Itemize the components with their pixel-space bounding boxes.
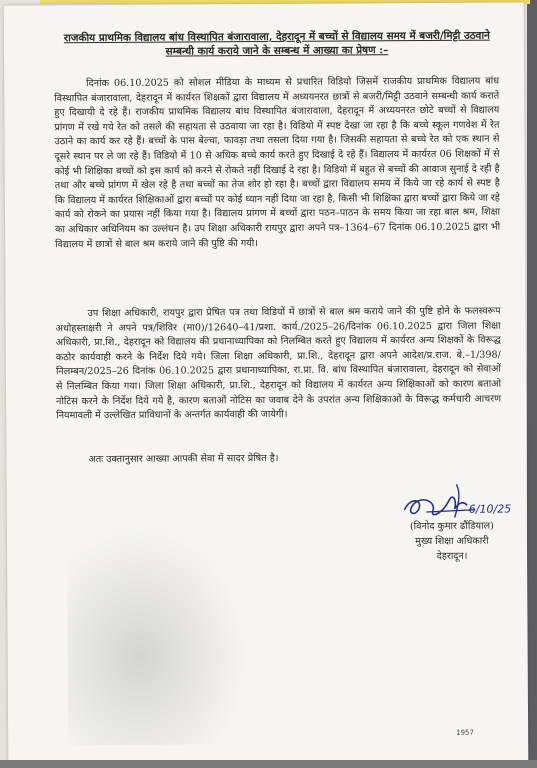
signatory-place: देहरादून। — [436, 550, 468, 562]
signatory-name: (विनोद कुमार ढौंडियाल) — [409, 520, 494, 533]
letter-subject: राजकीय प्राथमिक विद्यालय बांध विस्थापित बंजारावाला, देहरादून में बच्चों से विद्यालय समय में बजरी/मिट्टी उठवाने सम्बन्धी कार्य कराये जाने के सम्बन्ध में आख्या का प्रेषण :– — [63, 29, 490, 58]
signature-block — [382, 518, 522, 564]
scan-edge — [527, 0, 537, 768]
signature-date: 6/10/25 — [468, 502, 512, 516]
signatory-designation: मुख्य शिक्षा अधिकारी — [415, 535, 489, 548]
scan-shadow — [67, 524, 248, 745]
paragraph-incident: दिनांक 06.10.2025 को सोशल मीडिया के माध्यम से प्रचारित विडियो जिसमें राजकीय प्राथमिक विद्यालय बांध विस्थापित बंजारावाला, देहरादून में कार्यरत शिक्षकों द्वारा विद्यालय में अध्ययनरत छात्रों से बजरी/मिट्टी उठवाने सम्बन्धी कार्य कराते हुए दिखायी दे रहे हैं। राजकीय प्राथमिक विद्यालय बांध विस्थापित बंजारावाला, देहरादून में अध्ययनरत छोटे बच्चों से विद्यालय प्रांगण में रखे गये रेत को तसले की सहायता से उठवाया जा रहा है। विडियो में स्पष्ट देखा जा रहा है कि बच्चे स्कूल गणवेश में रेत उठाने का कार्य कर रहे हैं। बच्चों के पास बेल्चा, फावड़ा तथा तसला दिया गया है। जिसकी सहायता से बच्चे रेत को एक स्थान से दूसरे स्थान पर ले जा रहे हैं। विडियो में 10 से अधिक बच्चे कार्य करते हुए दिखाई दे रहे हैं। विद्यालय में कार्यरत 06 शिक्षकों में से कोई भी शिक्षिका बच्चों को इस कार्य को करने से रोकते नहीं दिखाई दे रहा है। विडियो में बहुत से बच्चों की आवाज सुनाई दे रही है तथा और बच्चे प्रांगण में खेल रहे है तथा बच्चों का तेज शोर हो रहा है। बच्चों द्वारा विद्यालय समय में किये जा रहे कार्य से स्पष्ट है कि विद्यालय में कार्यरत शिक्षिकाओं द्वारा बच्चों पर कोई ध्यान नहीं दिया जा रहा है, किसी भी शिक्षिका द्वारा बच्चों द्वारा किये जा रहे कार्य को रोकने का प्रयास नहीं किया गया है। विद्यालय प्रांगण में बच्चों द्वारा पठन–पाठन के समय किया जा रहा बाल श्रम, शिक्षा का अधिकार अधिनियम का उल्लंघन है। उप शिक्षा अधिकारी रायपुर द्वारा अपने पत्र–1364–67 दिनांक 06.10.2025 द्वारा भी विद्यालय में छात्रों से बाल श्रम कराये जाने की पुष्टि की गयी। — [54, 75, 501, 250]
page-number: 1957 — [456, 728, 474, 737]
paragraph-action: उप शिक्षा अधिकारी, रायपुर द्वारा प्रेषित पत्र तथा विडियों में छात्रों से बाल श्रम कराये जाने की पुष्टि होने के फलस्वरूप अधोहस्ताक्षरी ने अपने पत्र/शिविर (मा0)/12640–41/प्रशा. कार्य./2025–26/दिनांक 06.10.2025 द्वारा जिला शिक्षा अधिकारी, प्रा.शि., देहरादून को विद्यालय की प्रधानाध्यापिका को निलम्बित करते हुए विद्यालय में कार्यरत अन्य शिक्षकों के विरूद्ध कठोर कार्यवाही करने के निर्देश दिये गये। जिला शिक्षा अधिकारी, प्रा.शि., देहरादून द्वारा अपने आदेश/प्र.राज. बे.–1/398/निलम्बन/2025–26 दिनांक 06.10.2025 द्वारा प्रधानाध्यापिका, रा.प्रा. वि. बांध विस्थापित बंजारावाला, देहरादून को सेवाओं से निलम्बित किया गया। जिला शिक्षा अधिकारी, प्रा.शि., देहरादून को विद्यालय में कार्यरत अन्य शिक्षिकाओं को कारण बताओ नोटिस करने के निर्देश दिये गये है, कारण बताओं नोटिस का जवाब देने के उपरांत अन्य शिक्षिकाओं के विरूद्ध कर्मचारी आचरण नियमावली में उल्लेखित प्राविधानों के अन्तर्गत कार्यवाही की जायेगी। — [55, 305, 502, 422]
scan-edge-bottom — [0, 760, 537, 768]
letter-page — [4, 2, 529, 763]
paragraph-closing: अतः उक्तानुसार आख्या आपकी सेवा में सादर प्रेषित है। — [88, 452, 279, 466]
